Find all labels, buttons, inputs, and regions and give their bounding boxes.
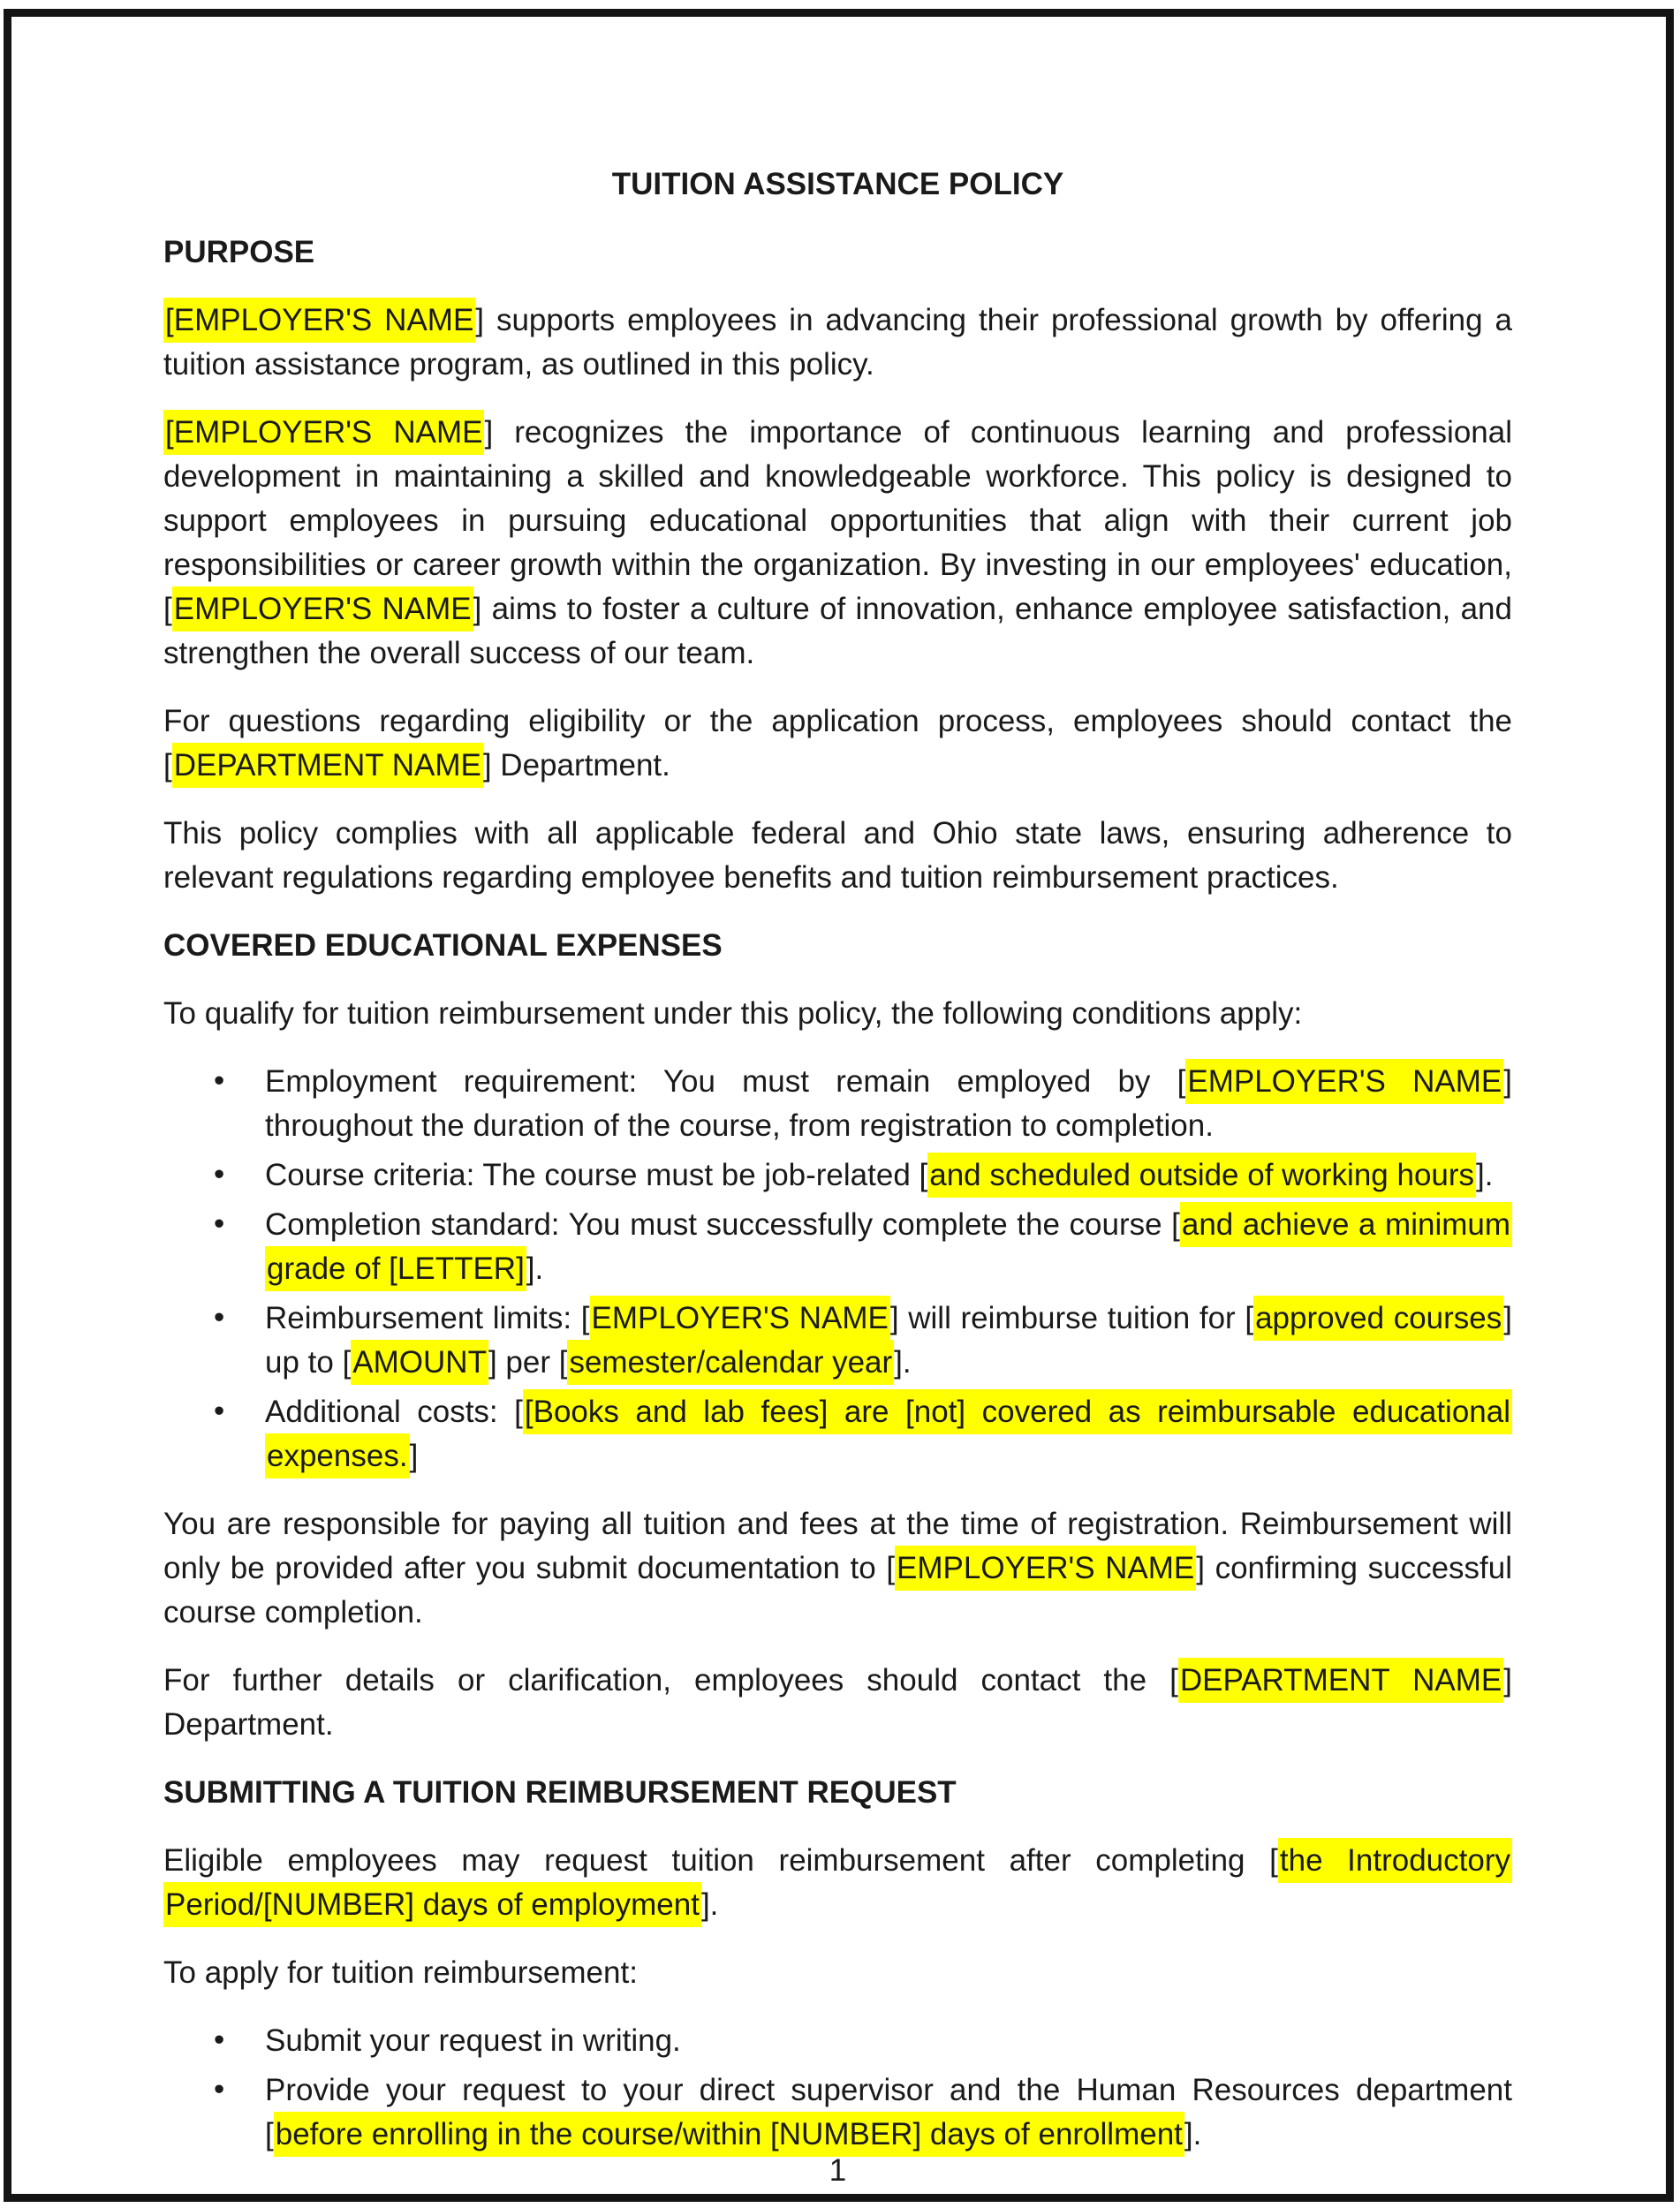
paragraph [163,1839,1512,1927]
section-heading: PURPOSE [163,235,315,269]
section-heading: SUBMITTING A TUITION REIMBURSEMENT REQUEST [163,1775,957,1810]
text-run: Completion standard: You must successfully complete the course [ [265,1207,1180,1242]
text-run: ] recognizes the importance of continuous learning and professional development in maintaining a skilled and knowledgeable workforce. This policy is designed to support employees in pursuing educational opportunities that align with their current job responsibilities or career growth within the organization. By investing in our employees' education, [ [163,415,1512,626]
list-item-text [265,1296,1512,1385]
highlighted-placeholder: semester/calendar year [567,1340,894,1385]
text-run: Employment requirement: You must remain employed by [ [265,1064,1186,1099]
section-heading: COVERED EDUCATIONAL EXPENSES [163,928,723,963]
highlighted-placeholder: DEPARTMENT NAME [172,743,483,788]
list-item [163,2068,1512,2157]
text-run: You are responsible for paying all tuition and fees at the time of registration. Reimbursement will only be provided after you submit documentation to [ [163,1507,1512,1585]
list-item-text [265,1202,1512,1291]
highlighted-placeholder: and scheduled outside of working hours [927,1153,1476,1198]
list-item-text [265,1153,1494,1198]
highlighted-placeholder: before enrolling in the course/within [NUMBER] days of enrollment [274,2112,1184,2157]
text-run: ] Department. [482,748,670,783]
text-run: ] [409,1439,419,1473]
text-run: For further details or clarification, employees should contact the [ [163,1663,1178,1698]
paragraph [163,1659,1512,1747]
page-number: 1 [829,2153,847,2188]
list-item [163,1153,1512,1198]
list-item-text [265,1059,1512,1143]
highlighted-placeholder: approved courses [1253,1296,1503,1341]
text-run: ] aims to foster a culture of innovation, enhance employee satisfaction, and strengthen the overall success of our team. [163,592,1512,670]
text-run: To qualify for tuition reimbursement under this policy, the following conditions apply: [163,996,1303,1031]
list-item-text [265,2073,1512,2157]
highlighted-placeholder: DEPARTMENT NAME [1178,1658,1503,1703]
highlighted-placeholder: AMOUNT [351,1340,488,1385]
text-run: ]. [1476,1158,1494,1192]
text-run: Provide your request to your direct supervisor and the Human Resources department [ [265,2073,1512,2151]
text-run: ]. [1184,2117,1202,2151]
highlighted-placeholder: EMPLOYER'S NAME [895,1546,1196,1591]
highlighted-placeholder: [Books and lab fees] are [not] covered as reimbursable educational expenses. [265,1389,1512,1478]
bullet-list [163,1060,1512,1478]
list-item-text [265,1389,1512,1478]
highlighted-placeholder: [EMPLOYER'S NAME [163,298,475,343]
text-run: ]. [526,1251,544,1286]
text-run: ] throughout the duration of the course, from registration to completion. [265,1064,1512,1143]
list-item-text [265,2023,681,2058]
list-item [163,1060,1512,1148]
paragraph [163,1951,1512,1995]
highlighted-placeholder: EMPLOYER'S NAME [590,1296,890,1341]
text-run: ] will reimburse tuition for [ [889,1301,1254,1335]
text-run: ] confirming successful course completion. [163,1551,1512,1630]
bullet-icon: • [214,1063,225,1098]
text-run: Eligible employees may request tuition reimbursement after completing [ [163,1843,1278,1878]
text-run: ]. [700,1887,719,1922]
highlighted-placeholder: [EMPLOYER'S NAME [163,410,484,455]
list-item [163,1390,1512,1478]
text-run: Reimbursement limits: [ [265,1301,590,1335]
bullet-icon: • [214,1300,225,1335]
paragraph [163,1502,1512,1635]
highlighted-placeholder: the Introductory Period/[NUMBER] days of employment [163,1838,1512,1927]
bullet-icon: • [214,1394,225,1428]
highlighted-placeholder: EMPLOYER'S NAME [172,586,473,631]
list-item [163,1203,1512,1291]
text-run: This policy complies with all applicable federal and Ohio state laws, ensuring adherence to relevant regulations regarding employee benefits and tuition reimbursement practices. [163,816,1512,895]
text-run: Submit your request in writing. [265,2023,681,2058]
list-item [163,2019,1512,2063]
paragraph [163,299,1512,387]
paragraph [163,812,1512,900]
text-run: ] supports employees in advancing their professional growth by offering a tuition assistance program, as outlined in this policy. [163,303,1512,382]
highlighted-placeholder: EMPLOYER'S NAME [1185,1059,1503,1104]
text-run: Additional costs: [ [265,1395,523,1429]
bullet-icon: • [214,2072,225,2106]
text-run: ] Department. [163,1663,1512,1742]
list-item [163,1297,1512,1385]
text-run: ]. [894,1345,912,1380]
text-run: ] up to [ [265,1301,1512,1380]
text-run: ] per [ [488,1345,568,1380]
bullet-list [163,2019,1512,2157]
paragraph [163,411,1512,676]
paragraph [163,699,1512,788]
bullet-icon: • [214,2023,225,2057]
document-title: TUITION ASSISTANCE POLICY [611,167,1064,201]
text-run: To apply for tuition reimbursement: [163,1955,638,1990]
bullet-icon: • [214,1206,225,1241]
paragraph [163,992,1512,1036]
bullet-icon: • [214,1157,225,1191]
text-run: For questions regarding eligibility or the application process, employees should contact the [ [163,704,1512,783]
text-run: Course criteria: The course must be job-related [ [265,1158,928,1192]
highlighted-placeholder: and achieve a minimum grade of [LETTER] [265,1202,1512,1291]
